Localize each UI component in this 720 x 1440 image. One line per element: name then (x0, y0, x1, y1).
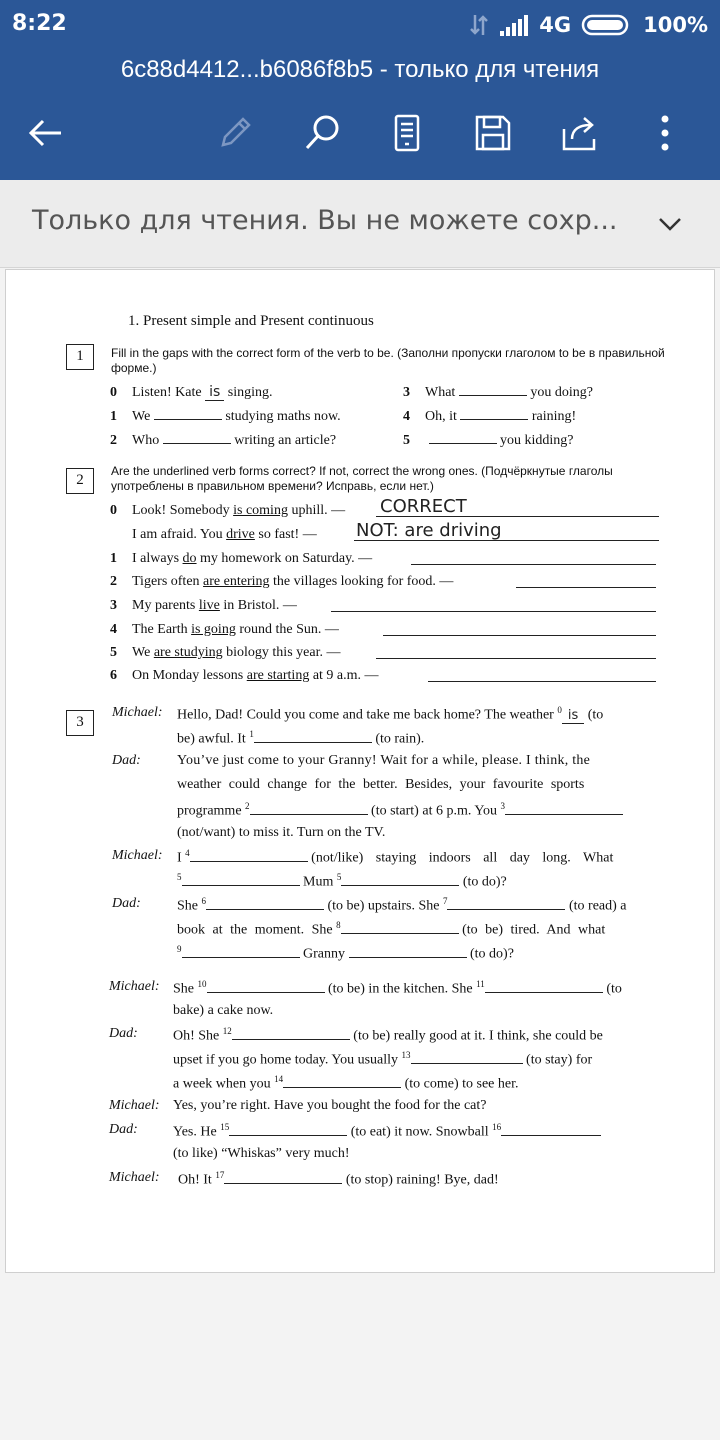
dialogue-line: Yes, you’re right. Have you bought the food for the cat? (173, 1098, 487, 1113)
speaker-michael: Michael: (109, 1170, 160, 1185)
exercise-1-instructions: Fill in the gaps with the correct form of the verb to be. (Заполни пропуски глаголом to be в правильной форме.) (111, 346, 665, 375)
save-icon (473, 113, 513, 153)
reading-mode-icon (387, 113, 427, 153)
ex1-row-3: 3 What you doing? (403, 385, 593, 400)
ex2-item-6: 6 On Monday lessons are starting at 9 a.m. — (110, 668, 379, 683)
dialogue-line: You’ve just come to your Granny! Wait for a while, please. I think, the (177, 753, 591, 768)
toolbar (0, 100, 720, 166)
more-options-button[interactable] (640, 108, 690, 158)
read-only-message: Только для чтения. Вы не можете сохр... (32, 205, 618, 236)
dialogue-line: Hello, Dad! Could you come and take me back home? The weather $^0$ is (to (177, 705, 604, 723)
document-title: 6c88d4412...b6086f8b5 - только для чтения (120, 56, 600, 83)
ex2-item-2: 2 Tigers often are entering the villages looking for food. — (110, 574, 454, 589)
speaker-dad: Dad: (109, 1122, 138, 1137)
save-button[interactable] (468, 108, 518, 158)
speaker-michael: Michael: (109, 1098, 160, 1113)
battery-icon (581, 13, 633, 37)
dialogue-line: $^5$ Mum $^5$ (to do)? (177, 872, 507, 890)
read-only-banner[interactable] (0, 180, 720, 268)
status-time: 8:22 (12, 11, 67, 36)
speaker-dad: Dad: (109, 1026, 138, 1041)
document-page (5, 269, 715, 1273)
ex2-handwritten-correct: CORRECT (380, 496, 467, 517)
dialogue-line: bake) a cake now. (173, 1003, 274, 1018)
ex2-line-6 (428, 681, 656, 682)
ex2-item-0: 0 Look! Somebody is coming uphill. — (110, 503, 346, 518)
speaker-dad: Dad: (112, 753, 141, 768)
ex1-row-4: 4 Oh, it raining! (403, 409, 577, 424)
exercise-3-number: 3 (66, 710, 94, 736)
dialogue-line: (to like) “Whiskas” very much! (173, 1146, 350, 1161)
speaker-michael: Michael: (112, 848, 163, 863)
section-heading: 1. Present simple and Present continuous (128, 313, 374, 329)
ex2-line-4 (383, 635, 656, 636)
speaker-michael: Michael: (109, 979, 160, 994)
dialogue-line: a week when you $^{14}$ (to come) to see her. (173, 1074, 519, 1092)
ex3-answer-0: is (562, 708, 584, 724)
ex2-item-4: 4 The Earth is going round the Sun. — (110, 622, 339, 637)
ex2-item-0b: I am afraid. You drive so fast! — (132, 527, 317, 542)
back-arrow-icon (25, 113, 65, 153)
exercise-1-number: 1 (66, 344, 94, 370)
chevron-down-icon[interactable] (656, 210, 684, 238)
ex2-item-5: 5 We are studying biology this year. — (110, 645, 341, 660)
more-vert-icon (645, 113, 685, 153)
dialogue-line: be) awful. It $^1$ (to rain). (177, 729, 425, 747)
dialogue-line: weather could change for the better. Besides, your favourite sports (177, 777, 585, 792)
dialogue-line: $^9$ Granny (to do)? (177, 944, 514, 962)
exercise-2-instructions: Are the underlined verb forms correct? If not, correct the wrong ones. (Подчёркнутые глаголы употреблены в правильном времени? Исправь, если нет.) (111, 464, 613, 493)
dialogue-line: Oh! She $^{12}$ (to be) really good at it. I think, she could be (173, 1026, 603, 1044)
speaker-michael: Michael: (112, 705, 163, 720)
search-icon (303, 113, 343, 153)
speaker-dad: Dad: (112, 896, 141, 911)
exercise-2-number: 2 (66, 468, 94, 494)
ex2-line-2 (516, 587, 656, 588)
ex1-row-1: 1 We studying maths now. (110, 409, 341, 424)
ex2-item-1: 1 I always do my homework on Saturday. — (110, 551, 373, 566)
signal-icon (499, 13, 529, 37)
edit-pencil-icon (215, 113, 255, 153)
edit-button[interactable] (210, 108, 260, 158)
status-icons (469, 10, 708, 40)
dialogue-line: (not/want) to miss it. Turn on the TV. (177, 825, 386, 840)
dialogue-line: Oh! It $^{17}$ (to stop) raining! Bye, dad! (178, 1170, 499, 1188)
ex2-handwritten-not: NOT: are driving (356, 520, 502, 541)
dialogue-line: She $^6$ (to be) upstairs. She $^7$ (to read) a (177, 896, 627, 914)
dialogue-line: book at the moment. She $^8$ (to be) tired. And what (177, 920, 606, 938)
ex2-line-1 (411, 564, 656, 565)
share-icon (560, 113, 600, 153)
dialogue-line: programme $^2$ (to start) at 6 p.m. You $^3$ (177, 801, 623, 820)
share-button[interactable] (555, 108, 605, 158)
network-type: 4G (539, 13, 572, 37)
ex2-line-3 (331, 611, 656, 612)
ex2-item-3: 3 My parents live in Bristol. — (110, 598, 297, 613)
dialogue-line: I $^4$ (not/like) staying indoors all day long. What (177, 848, 614, 866)
ex2-line-5 (376, 658, 656, 659)
dialogue-line: She $^{10}$ (to be) in the kitchen. She $^{11}$ (to (173, 979, 622, 997)
dialogue-line: Yes. He $^{15}$ (to eat) it now. Snowball $^{16}$ (173, 1122, 601, 1141)
ex1-row-5: 5 you kidding? (403, 433, 574, 448)
reading-mode-button[interactable] (382, 108, 432, 158)
status-bar (0, 0, 720, 50)
back-button[interactable] (20, 108, 70, 158)
data-transfer-icon (469, 13, 489, 37)
ex1-row-0: 0 Listen! Kate is singing. (110, 384, 273, 400)
ex1-row-2: 2 Who writing an article? (110, 433, 337, 448)
app-bar (0, 0, 720, 180)
ex1-answer-0: is (205, 384, 224, 401)
search-button[interactable] (298, 108, 348, 158)
battery-level: 100% (643, 13, 708, 37)
dialogue-line: upset if you go home today. You usually $^{13}$ (to stay) for (173, 1050, 593, 1068)
